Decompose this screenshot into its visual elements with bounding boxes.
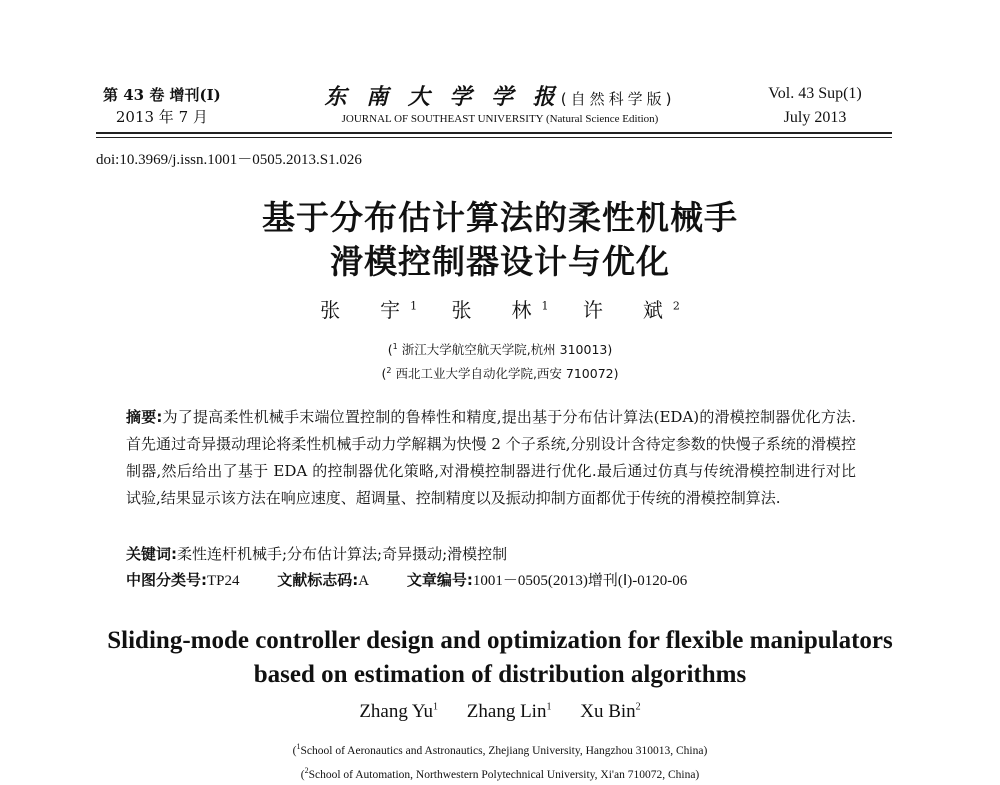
date-cn: 2013 年 7 月 bbox=[115, 108, 208, 126]
author-cn: 张 林$^1$ bbox=[451, 298, 549, 322]
header-rule-thin bbox=[96, 137, 892, 138]
abstract-label: 摘要: bbox=[126, 408, 163, 426]
header-rule-thick bbox=[96, 132, 892, 134]
abstract-cn bbox=[126, 404, 856, 512]
keywords-label: 关键词: bbox=[126, 545, 177, 563]
author-cn: 许 斌$^2$ bbox=[582, 298, 680, 322]
author-en: Zhang Yu$^1$ bbox=[359, 701, 439, 722]
classification-line bbox=[126, 569, 721, 590]
affiliation-cn: ($^2$ 西北工业大学自动化学院,西安 710072) bbox=[381, 366, 619, 382]
paper-title-cn-line1: 基于分布估计算法的柔性机械手 bbox=[262, 198, 738, 237]
journal-title-cn bbox=[290, 80, 710, 111]
paper-title-en-line2: based on estimation of distribution algorithms bbox=[253, 661, 747, 688]
document-code: 文献标志码:A bbox=[277, 571, 370, 589]
journal-title-en: JOURNAL OF SOUTHEAST UNIVERSITY (Natural Science Edition) bbox=[341, 113, 659, 125]
date-en: July 2013 bbox=[783, 109, 847, 126]
affiliation-cn: ($^1$ 浙江大学航空航天学院,杭州 310013) bbox=[387, 342, 613, 358]
clc-number: 中图分类号:TP24 bbox=[126, 571, 240, 589]
author-en: Xu Bin$^2$ bbox=[580, 701, 641, 722]
authors-cn bbox=[0, 294, 1000, 323]
header-right-block bbox=[735, 82, 895, 130]
paper-title-cn-line2: 滑模控制器设计与优化 bbox=[330, 242, 670, 281]
affiliation-en: ($^2$School of Automation, Northwestern Polytechnical University, Xi'an 710072, China) bbox=[300, 765, 700, 781]
affiliation-en: ($^1$School of Aeronautics and Astronautics, Zhejiang University, Hangzhou 310013, China) bbox=[292, 742, 708, 757]
affiliations-en bbox=[0, 737, 1000, 785]
keywords-cn bbox=[126, 543, 507, 564]
keywords-text: 柔性连杆机械手;分布估计算法;奇异摄动;滑模控制 bbox=[177, 545, 508, 563]
volume-en: Vol. 43 Sup(1) bbox=[768, 85, 862, 102]
journal-name-cn: 东 南 大 学 学 报 bbox=[324, 85, 561, 110]
author-en: Zhang Lin$^1$ bbox=[466, 701, 552, 722]
paper-title-en bbox=[0, 624, 1000, 692]
paper-title-cn bbox=[0, 196, 1000, 284]
article-number: 文章编号:1001－0505(2013)增刊(Ⅰ)-0120-06 bbox=[406, 571, 688, 589]
author-cn: 张 宇$^1$ bbox=[320, 298, 418, 322]
abstract-text: 为了提高柔性机械手末端位置控制的鲁棒性和精度,提出基于分布估计算法(EDA)的滑模控制器优化方法.首先通过奇异摄动理论将柔性机械手动力学解耦为快慢 2 个子系统,分别设计含待定参数的快慢子系统的滑模控制器,然后给出了基于 EDA 的控制器优化策略,对滑模控制器进行优化.最后通过仿真与传统滑模控制进行对比试验,结果显示该方法在响应速度、超调量、控制精度以及振动抑制方面都优于传统的滑模控制算法. bbox=[126, 408, 857, 507]
header-center-block bbox=[290, 80, 710, 125]
volume-cn: 第 43 卷 增刊(Ⅰ) bbox=[103, 86, 221, 104]
journal-edition-cn: (自然科学版) bbox=[560, 90, 676, 108]
header-left-block bbox=[103, 84, 221, 128]
affiliations-cn bbox=[0, 336, 1000, 384]
paper-title-en-line1: Sliding-mode controller design and optimization for flexible manipulators bbox=[107, 627, 893, 654]
authors-en bbox=[0, 701, 1000, 723]
doi: doi:10.3969/j.issn.1001－0505.2013.S1.026 bbox=[96, 152, 362, 168]
